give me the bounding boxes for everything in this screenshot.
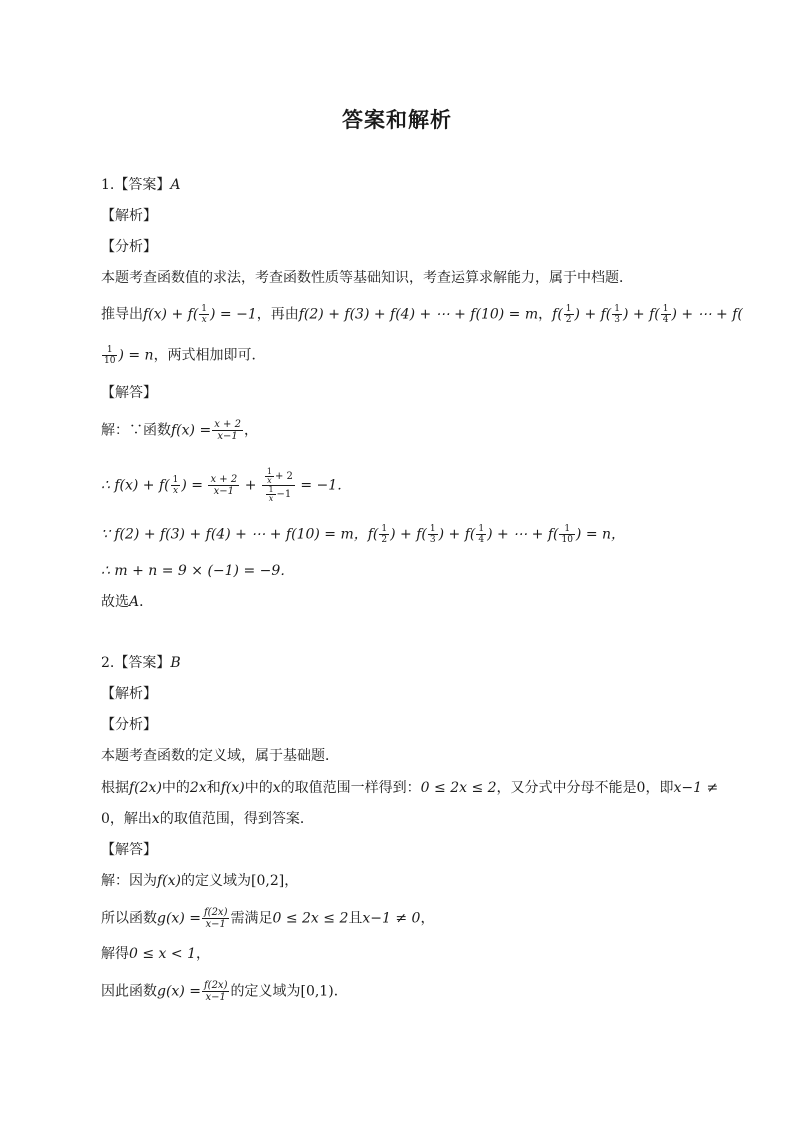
q1-jiexi-heading: 【解析】 — [101, 208, 157, 224]
q1-analysis-line-2: 推导出f(x) + f( $\frac{1}{x}$ ) = −1，再由f(2) + f(3) + f(4) + ⋯ + f(10) = m，f( $\frac{1}{2}$ ) + f( $\frac{1}{3}$ ) + f( $\frac{1}{4}$ ) + ⋯ + f( — [101, 304, 743, 325]
q1-analysis-line-3: $\frac{1}{10}$ ) = n，两式相加即可． — [104, 345, 266, 366]
fraction: $\frac{1}{3}$ — [429, 524, 436, 545]
q2-jieda-heading: 【解答】 — [101, 842, 157, 858]
q2-answer-head: 2.【答案】 — [101, 655, 171, 671]
fraction: $\frac{1}{4}$ — [478, 524, 485, 545]
fraction: $\frac{1}{4}$ — [662, 304, 669, 325]
q2-answer-value: B — [170, 655, 181, 671]
q1-solution-line-4: ∴ m + n = 9 × (−1) = −9． — [101, 563, 295, 579]
fraction: $\frac{1}{3}$ — [614, 304, 621, 325]
q1-answer-head: 1.【答案】 — [101, 177, 171, 193]
q1-fenxi-heading: 【分析】 — [101, 239, 157, 255]
q2-analysis-line-1: 本题考查函数的定义域，属于基础题． — [101, 748, 339, 764]
q1-jieda-heading: 【解答】 — [101, 385, 157, 401]
fraction: $\frac{1}{10}$ — [104, 345, 116, 366]
q2-solution-line-4: 因此函数g(x) = $\frac{f(2x)}{x-1}$ 的定义域为[0,1)． — [101, 980, 348, 1003]
q2-answer-line — [101, 653, 181, 673]
q2-analysis-line-2: 根据f(2x)中的2x和f(x)中的x的取值范围一样得到：0 ≤ 2x ≤ 2，又分式中分母不能是0，即x−1 ≠ — [101, 780, 719, 796]
fraction: $\frac{1}{10}$ — [561, 524, 573, 545]
fraction: $\frac{1}{x}$ — [201, 304, 208, 325]
q1-answer-value: A — [170, 177, 181, 193]
fraction: $\frac{x + 2}{x-1}$ — [214, 419, 241, 442]
q2-fenxi-heading: 【分析】 — [101, 717, 157, 733]
fraction: $\frac{f(2x)}{x-1}$ — [203, 907, 228, 930]
q2-analysis-line-3: 0，解出x的取值范围，得到答案． — [101, 811, 314, 827]
nested-fraction: $\frac{1}{x}$ + 2 $\frac{1}{x}$ −1 — [262, 468, 295, 503]
q1-analysis-line-1: 本题考查函数值的求法，考查函数性质等基础知识，考查运算求解能力，属于中档题． — [101, 270, 633, 286]
fraction: $\frac{1}{2}$ — [565, 304, 572, 325]
fraction: $\frac{f(2x)}{x-1}$ — [203, 980, 228, 1003]
q1-solution-line-2: ∴ f(x) + f( $\frac{1}{x}$ ) = $\frac{x + 2}{x-1}$ + $\frac{1}{x}$ + 2 $\frac{1}{x}$ −1 = −1． — [101, 467, 352, 503]
q1-answer-line — [101, 175, 180, 195]
q2-solution-line-1: 解：因为f(x)的定义域为[0,2]， — [101, 873, 299, 889]
q2-solution-line-2: 所以函数g(x) = $\frac{f(2x)}{x-1}$ 需满足0 ≤ 2x ≤ 2且x−1 ≠ 0， — [101, 907, 435, 930]
fraction: $\frac{x + 2}{x-1}$ — [210, 474, 238, 497]
page-title: 答案和解析 — [342, 107, 452, 132]
q1-solution-line-1: 解：∵函数f(x) = $\frac{x + 2}{x-1}$ ， — [101, 419, 258, 442]
q2-jiexi-heading: 【解析】 — [101, 686, 157, 702]
fraction: $\frac{1}{x}$ — [172, 475, 179, 496]
q1-solution-line-3: ∵ f(2) + f(3) + f(4) + ⋯ + f(10) = m，f( $\frac{1}{2}$ ) + f( $\frac{1}{3}$ ) + f( $\frac{1}{4}$ ) + ⋯ + f( $\frac{1}{10}$ ) = n， — [101, 524, 626, 545]
fraction: $\frac{1}{2}$ — [381, 524, 388, 545]
q2-solution-line-3: 解得0 ≤ x < 1， — [101, 946, 210, 962]
q1-choice-line: 故选A． — [101, 594, 154, 610]
